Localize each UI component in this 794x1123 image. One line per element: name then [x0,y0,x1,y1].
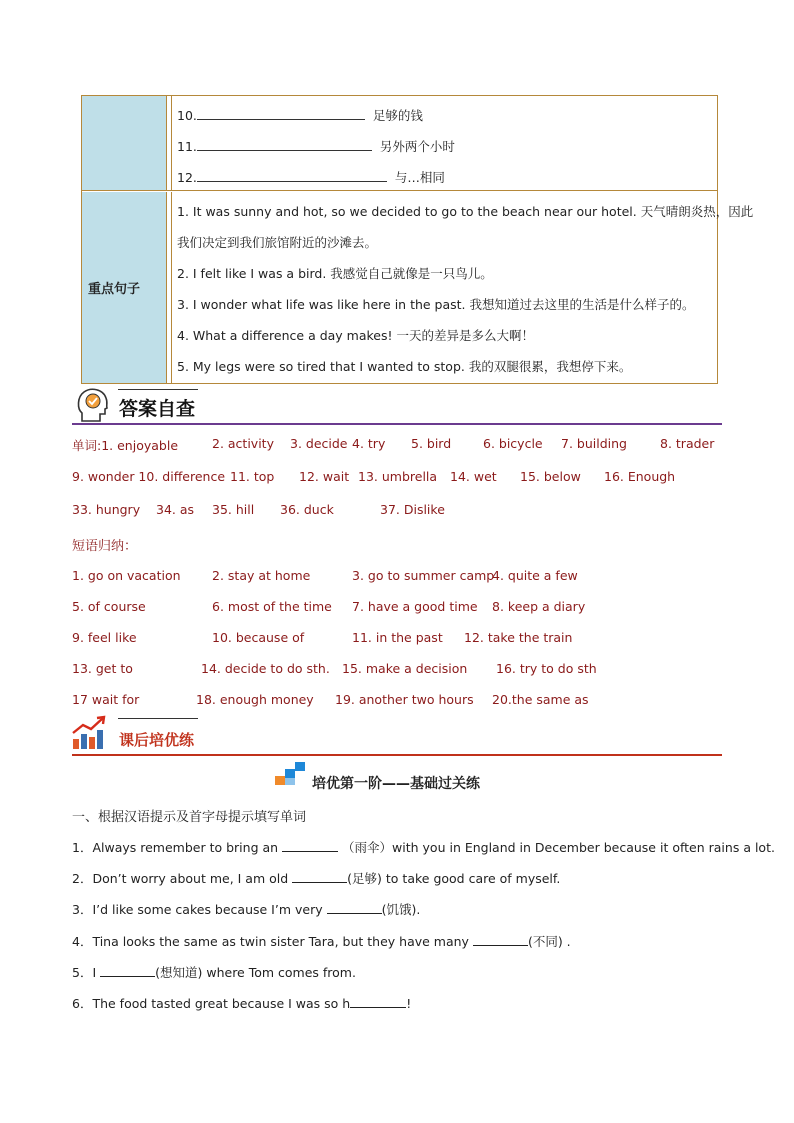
practice-divider [72,754,722,756]
phrase-row: 11. 另外两个小时 [177,139,455,154]
phrase-answer: 7. have a good time [352,599,478,614]
phrase-answer: 19. another two hours [335,692,474,707]
phrase-answer: 2. stay at home [212,568,311,583]
phrase-answer: 20.the same as [492,692,589,707]
phrase-answer: 3. go to summer camp [352,568,495,583]
practice-title: 课后培优练 [119,731,195,749]
phrase-answer: 13. get to [72,661,133,676]
phrase-answer: 11. in the past [352,630,443,645]
phrase-row: 12. 与…相同 [177,170,445,185]
answer-word: 15. below [520,469,581,484]
phrase-answer: 8. keep a diary [492,599,586,614]
phrase-answer: 6. most of the time [212,599,332,614]
key-sentences-label-cell [82,192,167,383]
answer-word: 7. building [561,436,627,451]
answer-word: 11. top [230,469,275,484]
answers-head-overline [118,389,198,390]
practice-head-overline [118,718,198,719]
phrase-answer: 9. feel like [72,630,137,645]
answer-word: 13. umbrella [358,469,438,484]
answer-word: 35. hill [212,502,255,517]
answer-word: 3. decide [290,436,348,451]
exercise-item: 3．I’d like some cakes because I’m very (饥饿). [72,902,421,917]
answer-word: 37. Dislike [380,502,445,517]
answer-word: 34. as [156,502,195,517]
sentence-line: 5. My legs were so tired that I wanted to stop. 我的双腿很累，我想停下来。 [177,359,632,374]
exercise-item: 4．Tina looks the same as twin sister Tara, but they have many (不同) . [72,934,571,949]
exercise-item: 2．Don’t worry about me, I am old (足够) to take good care of myself. [72,871,561,886]
answer-word: 8. trader [660,436,715,451]
exercise-item: 5．I (想知道) where Tom comes from. [72,965,356,980]
answer-word: 33. hungry [72,502,141,517]
sentence-line: 3. I wonder what life was like here in the past. 我想知道过去这里的生活是什么样子的。 [177,297,695,312]
phrase-answer: 15. make a decision [342,661,468,676]
phrase-answer: 5. of course [72,599,146,614]
key-sentences-content [171,192,754,383]
phrase-answer: 12. take the train [464,630,573,645]
key-sentences-block [82,192,754,383]
sentence-line: 4. What a difference a day makes! 一天的差异是多么大啊！ [177,328,534,343]
exercise-item: 6．The food tasted great because I was so h ! [72,996,412,1011]
chart-growth-icon [71,715,107,751]
answer-word: 5. bird [411,436,452,451]
phrase-answer: 10. because of [212,630,305,645]
exercise-item: 1．Always remember to bring an （雨伞）with you in England in December because it often rains a lot. [72,840,775,855]
answer-word: 12. wait [299,469,350,484]
phrase-rows-label-cell [82,96,167,190]
phrase-answer: 4. quite a few [492,568,578,583]
sentence-line: 1. It was sunny and hot, so we decided to go to the beach near our hotel. 天气晴朗炎热，因此 [177,204,754,219]
sentence-line: 我们决定到我们旅馆附近的沙滩去。 [177,235,378,250]
answers-head-icon [74,385,110,423]
phrase-answer: 14. decide to do sth. [201,661,330,676]
phrase-rows-content [171,96,717,190]
phrase-answer: 18. enough money [196,692,314,707]
answers-divider [72,423,722,425]
phrase-rows-block [82,96,717,191]
answer-word: 4. try [352,436,386,451]
answer-word: 36. duck [280,502,334,517]
part-title: 一、根据汉语提示及首字母提示填写单词 [72,810,307,825]
answer-word: 14. wet [450,469,497,484]
stairs-icon [275,762,309,786]
answers-row-1: 单词:1. enjoyable [72,438,179,453]
answer-word: 2. activity [212,436,274,451]
answer-word: 9. wonder 10. difference [72,469,226,484]
vocab-table [81,95,754,384]
phrase-answer: 16. try to do sth [496,661,597,676]
practice-subtitle: 培优第一阶——基础过关练 [312,776,480,792]
key-sentences-label: 重点句子 [88,282,141,297]
phrase-answer: 17 wait for [72,692,140,707]
phrase-row: 10. 足够的钱 [177,108,423,123]
answers-title: 答案自查 [119,398,196,420]
answer-word: 16. Enough [604,469,676,484]
phrase-answer: 1. go on vacation [72,568,181,583]
answer-word: 6. bicycle [483,436,543,451]
sentence-line: 2. I felt like I was a bird. 我感觉自己就像是一只鸟儿。 [177,266,493,281]
phrases-label: 短语归纳： [72,539,138,554]
